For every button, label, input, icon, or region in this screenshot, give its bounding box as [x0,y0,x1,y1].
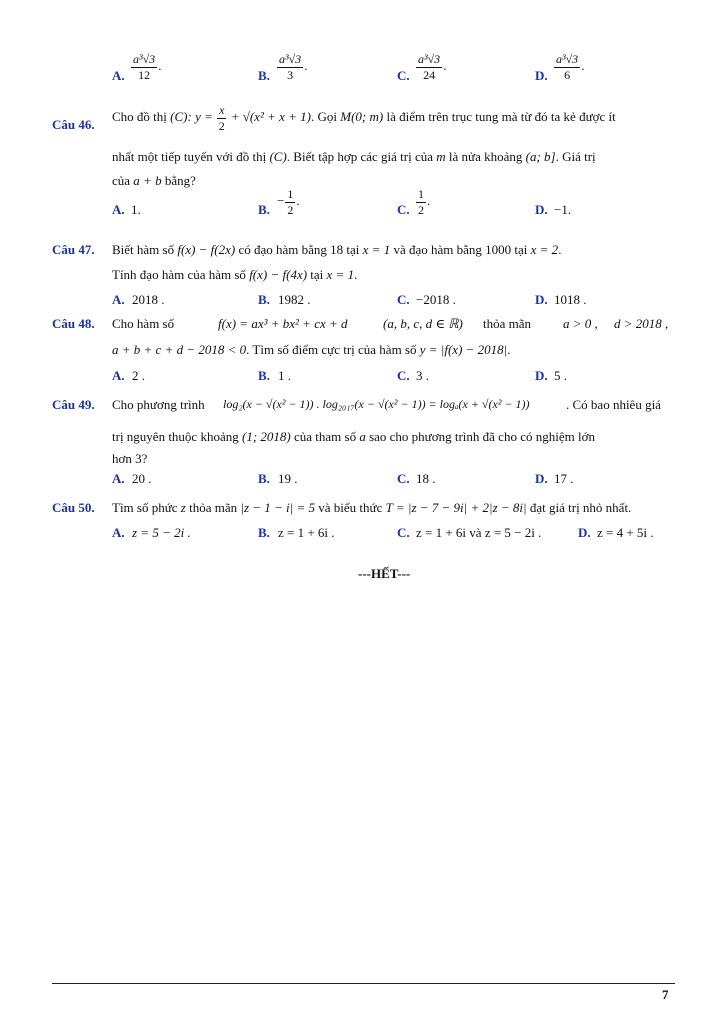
option-a-label: A. [112,368,125,383]
option-c-label: C. [397,471,410,486]
option-b-value: $\frac{\text{a³√3}}{3}$ . [279,52,308,82]
log-equation: log₂(x − √(x² − 1)) . log₂₀₁₇(x − √(x² − 1)) = logₐ(x + √(x² − 1)) [223,397,530,411]
option-d-value: −1. [554,202,572,217]
option-b-label: B. [258,202,270,217]
question-number: Câu 48. [52,316,95,331]
condition-d: d > 2018 , [614,316,669,331]
option-b-value: 19 . [278,471,298,486]
option-c-label: C. [397,202,410,217]
option-a-value: 1. [131,202,141,217]
option-b-label: B. [258,368,270,383]
option-c-value: 3 . [416,368,429,383]
option-c-label: C. [397,368,410,383]
end-marker: ---HẾT--- [358,566,411,581]
option-a-label: A. [112,292,125,307]
question-text-line-3: hơn 3? [112,451,148,466]
page-number: 7 [662,987,669,1002]
question-number: Câu 47. [52,242,95,257]
question-text-line-1c: . Có bao nhiêu giá [566,397,661,412]
option-d-label: D. [535,292,548,307]
option-d-label: D. [535,471,548,486]
option-d-value: z = 4 + 5i . [597,525,654,540]
question-number: Câu 46. [52,117,95,132]
function-definition: f(x) = ax³ + bx² + cx + d [218,316,348,331]
option-a-value: 2018 . [132,292,165,307]
option-c-value: $\frac{\text{a³√3}}{24}$ . [418,52,447,82]
question-number: Câu 50. [52,500,95,515]
option-c-value: z = 1 + 6i và z = 5 − 2i . [416,525,542,540]
option-b-label: B. [258,471,270,486]
option-a-value: 20 . [132,471,152,486]
option-b-label: B. [258,525,270,540]
question-text-line-2: trị nguyên thuộc khoảng (1; 2018) của tham số a sao cho phương trình đã cho có nghiệm lớn [112,429,595,444]
option-d-label: D. [535,68,548,83]
question-text-line-1: Cho đồ thị (C): y = $\frac{x}{2}$ + √(x² + x + 1). Gọi M(0; m) là điểm trên trục tung mà từ đó ta kẻ được ít [112,103,616,133]
option-b-label: B. [258,292,270,307]
option-b-value: z = 1 + 6i . [278,525,335,540]
condition-a: a > 0 , [563,316,598,331]
option-a-value: $\frac{\text{a³√3}}{12}$ . [133,52,162,82]
question-text-line-1a: Cho phương trình [112,397,205,412]
option-b-value: 1 . [278,368,291,383]
option-c-value: 18 . [416,471,436,486]
option-a-label: A. [112,471,125,486]
option-b-value: − $\frac{1}{2}$ . [277,187,300,217]
condition-label: thỏa mãn [483,316,532,331]
question-text-line-2: a + b + c + d − 2018 < 0. Tìm số điểm cực trị của hàm số y = |f(x) − 2018|. [112,342,511,357]
option-d-value: 5 . [554,368,567,383]
question-text-line-2: nhất một tiếp tuyến với đồ thị (C). Biết tập hợp các giá trị của m là nửa khoảng (a; b]. Giá trị [112,149,596,164]
question-text-line-1: Tìm số phức z thỏa mãn |z − 1 − i| = 5 và biểu thức T = |z − 7 − 9i| + 2|z − 8i| đạt giá trị nhỏ nhất. [112,500,632,515]
option-c-label: C. [397,68,410,83]
parameter-domain: (a, b, c, d ∈ ℝ) [383,316,463,331]
question-number: Câu 49. [52,397,95,412]
option-a-label: A. [112,202,125,217]
question-text-line-2: Tính đạo hàm của hàm số f(x) − f(4x) tại x = 1. [112,267,358,282]
option-a-label: A. [112,525,125,540]
footer-divider [52,983,675,984]
question-text-line-1: Cho hàm số [112,316,175,331]
option-c-value: $\frac{1}{2}$ . [418,187,431,217]
option-d-label: D. [578,525,591,540]
option-a-label: A. [112,68,125,83]
question-text-line-3: của a + b bằng? [112,173,196,188]
option-b-value: 1982 . [278,292,311,307]
option-c-label: C. [397,292,410,307]
option-d-value: 17 . [554,471,574,486]
question-text-line-1: Biết hàm số f(x) − f(2x) có đạo hàm bằng 18 tại x = 1 và đạo hàm bằng 1000 tại x = 2. [112,242,562,257]
option-d-label: D. [535,368,548,383]
option-c-value: −2018 . [416,292,456,307]
option-c-label: C. [397,525,410,540]
option-d-value: 1018 . [554,292,587,307]
option-d-label: D. [535,202,548,217]
option-a-value: 2 . [132,368,145,383]
option-b-label: B. [258,68,270,83]
option-d-value: $\frac{\text{a³√3}}{6}$ . [556,52,585,82]
option-a-value: z = 5 − 2i . [132,525,191,540]
